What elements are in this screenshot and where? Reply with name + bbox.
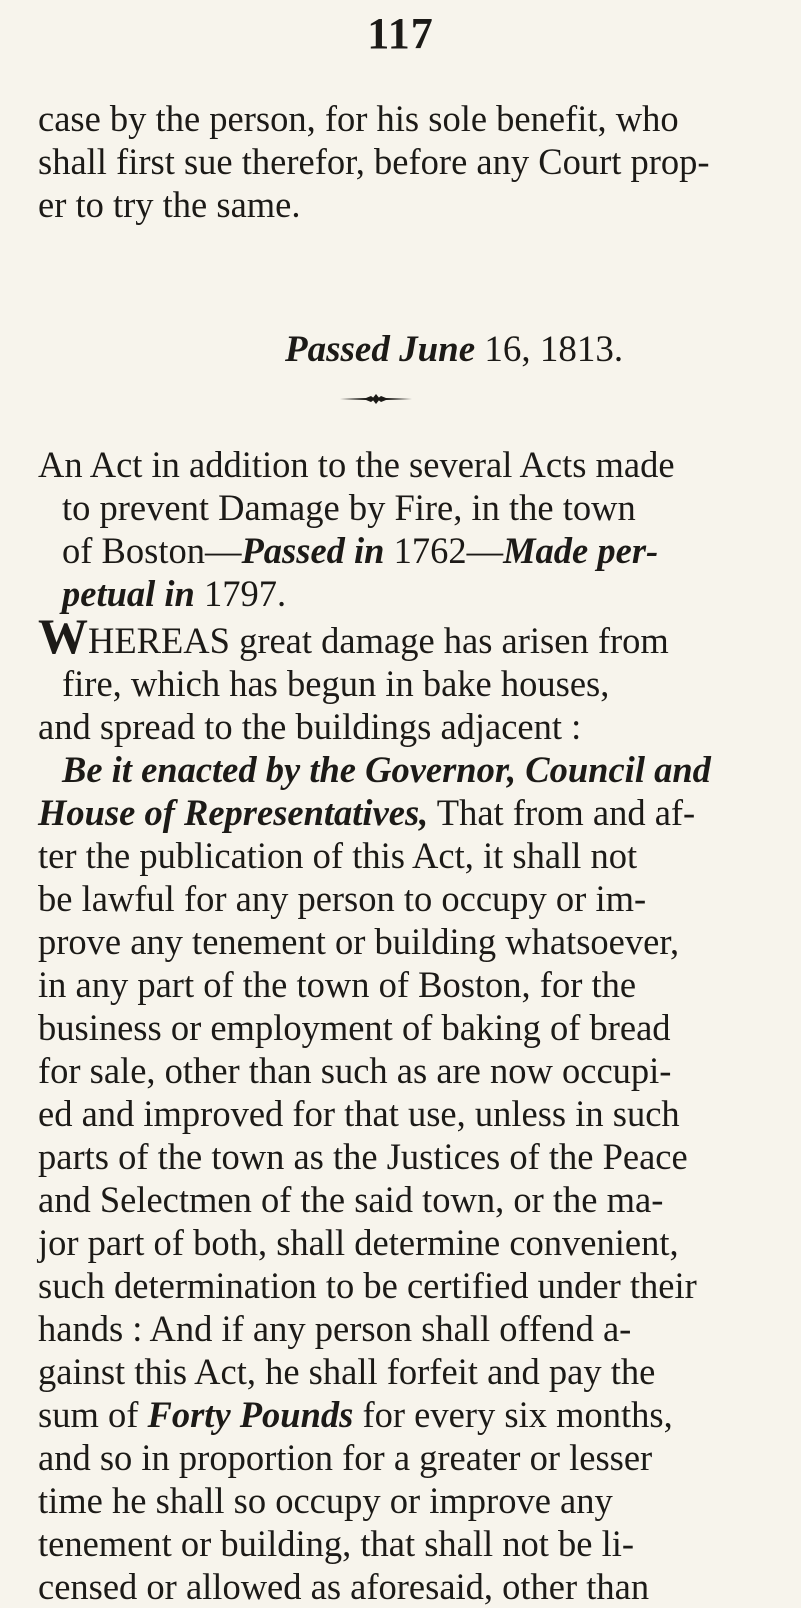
body-line: ter the publication of this Act, it shall not	[38, 835, 638, 876]
body-line: parts of the town as the Justices of the Peace	[38, 1136, 688, 1177]
body-text: That from and af-	[428, 792, 696, 833]
text-line: shall first sue therefor, before any Court prop-	[38, 141, 710, 182]
act-title-line: An Act in addition to the several Acts made	[38, 444, 675, 485]
body-line: time he shall so occupy or improve any	[38, 1480, 613, 1521]
act-title-line	[38, 572, 773, 615]
act-title-line	[38, 529, 773, 572]
body-line: tenement or building, that shall not be li-	[38, 1523, 635, 1564]
body-line	[38, 608, 773, 664]
text-line: er to try the same.	[38, 184, 301, 225]
body-line: fire, which has begun in bake houses,	[62, 663, 610, 704]
body-line: hands : And if any person shall offend a-	[38, 1308, 632, 1349]
act-title-italic: Passed in	[241, 530, 385, 571]
body-line: business or employment of baking of bread	[38, 1007, 671, 1048]
act-title-part: of Boston—	[62, 530, 242, 571]
section-divider-ornament	[340, 392, 412, 406]
continuation-paragraph	[38, 97, 773, 226]
text-line: case by the person, for his sole benefit, who	[38, 98, 679, 139]
act-title-line: to prevent Damage by Fire, in the town	[62, 487, 636, 528]
act-title-part: 1762—	[384, 530, 504, 571]
body-line: prove any tenement or building whatsoever,	[38, 921, 680, 962]
page-number: 117	[367, 9, 434, 58]
passed-date-value: 16, 1813.	[484, 329, 624, 370]
body-line: in any part of the town of Boston, for the	[38, 964, 637, 1005]
passed-label: Passed June	[285, 329, 476, 370]
enacting-clause: House of Representatives,	[38, 792, 429, 833]
body-line: and so in proportion for a greater or lesser	[38, 1437, 653, 1478]
body-line: be lawful for any person to occupy or im-	[38, 878, 647, 919]
act-title-italic: Made per-	[503, 530, 659, 571]
body-line: censed or allowed as aforesaid, other than	[38, 1566, 650, 1607]
body-line: jor part of both, shall determine convenient,	[38, 1222, 679, 1263]
drop-cap: W	[38, 608, 88, 664]
enacting-clause: Be it enacted by the Governor, Council and	[62, 749, 711, 790]
body-line: ed and improved for that use, unless in such	[38, 1093, 680, 1134]
body-line	[38, 1393, 773, 1436]
body-line	[38, 791, 773, 834]
penalty-amount: Forty Pounds	[147, 1394, 354, 1435]
act-title-part: 1797.	[194, 573, 287, 614]
act-body	[38, 608, 773, 1608]
body-line: for sale, other than such as are now occupi-	[38, 1050, 672, 1091]
body-line: and Selectmen of the said town, or the ma-	[38, 1179, 664, 1220]
body-text: HEREAS great damage has arisen from	[88, 620, 669, 661]
body-text: sum of	[38, 1394, 148, 1435]
body-line: such determination to be certified under their	[38, 1265, 697, 1306]
body-text: for every six months,	[353, 1394, 673, 1435]
body-line: gainst this Act, he shall forfeit and pay the	[38, 1351, 656, 1392]
passed-date	[285, 328, 623, 371]
act-title	[38, 443, 773, 615]
act-title-italic: petual in	[62, 573, 195, 614]
body-line: and spread to the buildings adjacent :	[38, 706, 582, 747]
